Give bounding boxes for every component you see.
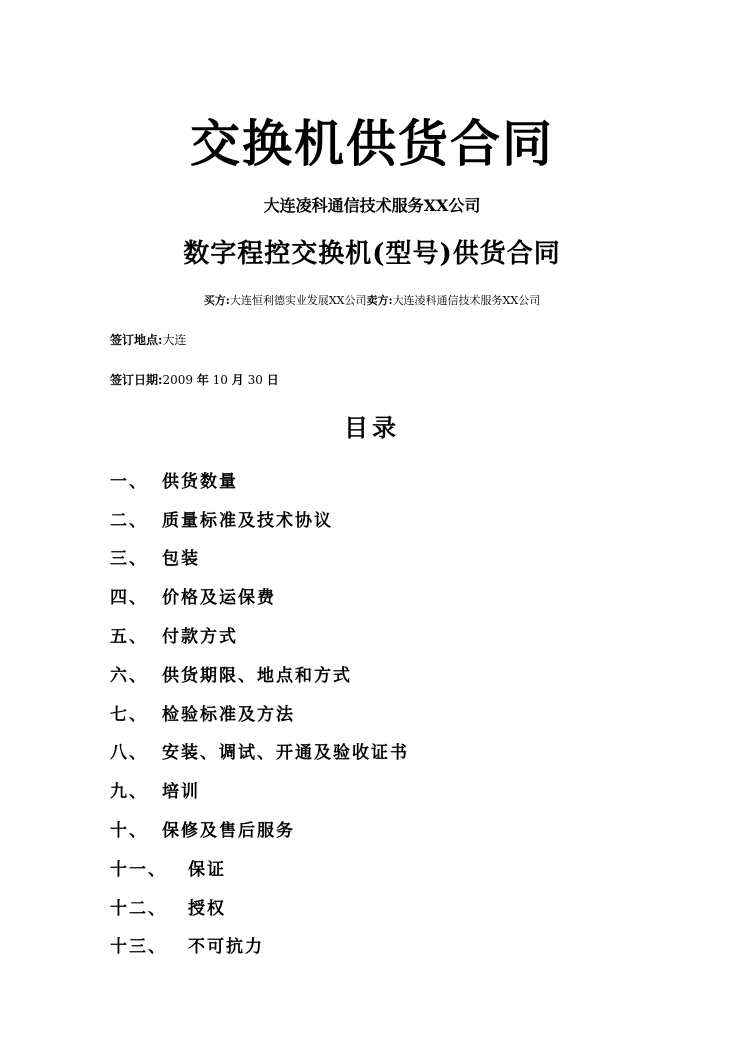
- toc-item-11[interactable]: [110, 848, 670, 887]
- sign-date-month-unit: 月: [231, 373, 244, 387]
- sign-place-value: 大连: [162, 333, 187, 347]
- table-of-contents: [110, 460, 670, 964]
- toc-item-text: 付款方式: [162, 627, 238, 648]
- buyer-name: 大连恒利德实业发展XX公司: [229, 294, 367, 307]
- toc-item-number: 十、: [110, 821, 148, 842]
- toc-item-8[interactable]: [110, 732, 670, 771]
- toc-item-text: 供货期限、地点和方式: [162, 665, 352, 686]
- toc-item-number: 一、: [110, 471, 148, 492]
- toc-item-text: 价格及运保费: [162, 588, 276, 609]
- toc-item-4[interactable]: [110, 576, 670, 615]
- sign-date-year: 2009: [162, 373, 193, 387]
- toc-item-text: 保修及售后服务: [162, 821, 295, 842]
- toc-item-text: 安装、调试、开通及验收证书: [162, 743, 409, 764]
- sign-date-label: 签订日期:: [110, 373, 163, 387]
- toc-item-text: 保证: [188, 859, 226, 880]
- toc-item-text: 授权: [188, 898, 226, 919]
- toc-item-5[interactable]: [110, 615, 670, 654]
- buyer-label: 买方:: [203, 294, 230, 307]
- toc-heading: 目录: [344, 413, 400, 442]
- toc-item-number: 十二、: [110, 898, 167, 919]
- toc-item-12[interactable]: [110, 887, 670, 926]
- toc-item-number: 二、: [110, 510, 148, 531]
- sign-place-label: 签订地点:: [110, 333, 163, 347]
- toc-item-number: 五、: [110, 627, 148, 648]
- toc-item-number: 九、: [110, 782, 148, 803]
- toc-item-number: 十三、: [110, 937, 167, 958]
- company-name: 大连凌科通信技术服务XX公司: [263, 196, 481, 215]
- toc-item-13[interactable]: [110, 926, 670, 965]
- toc-item-text: 检验标准及方法: [162, 704, 295, 725]
- sign-date-day-unit: 日: [266, 373, 279, 387]
- toc-item-text: 质量标准及技术协议: [162, 510, 333, 531]
- toc-item-9[interactable]: [110, 770, 670, 809]
- toc-item-text: 供货数量: [162, 471, 238, 492]
- toc-item-2[interactable]: [110, 499, 670, 538]
- toc-item-number: 四、: [110, 588, 148, 609]
- toc-item-number: 六、: [110, 665, 148, 686]
- sign-date-line: [110, 370, 279, 390]
- toc-item-6[interactable]: [110, 654, 670, 693]
- toc-item-text: 培训: [162, 782, 200, 803]
- sign-date-year-unit: 年: [196, 373, 209, 387]
- seller-name: 大连凌科通信技术服务XX公司: [392, 294, 541, 307]
- toc-item-number: 三、: [110, 549, 148, 570]
- document-title: 交换机供货合同: [190, 114, 554, 173]
- toc-item-number: 十一、: [110, 859, 167, 880]
- parties-line: [0, 292, 744, 310]
- toc-item-10[interactable]: [110, 809, 670, 848]
- seller-label: 卖方:: [366, 294, 393, 307]
- sign-place-line: [110, 330, 186, 350]
- sign-date-month: 10: [212, 373, 228, 387]
- toc-item-7[interactable]: [110, 693, 670, 732]
- sign-date-day: 30: [247, 373, 263, 387]
- toc-item-text: 包装: [162, 549, 200, 570]
- toc-item-number: 七、: [110, 704, 148, 725]
- toc-item-1[interactable]: [110, 460, 670, 499]
- toc-item-3[interactable]: [110, 538, 670, 577]
- toc-item-text: 不可抗力: [188, 937, 264, 958]
- toc-item-number: 八、: [110, 743, 148, 764]
- contract-subtitle: 数字程控交换机(型号)供货合同: [183, 239, 561, 269]
